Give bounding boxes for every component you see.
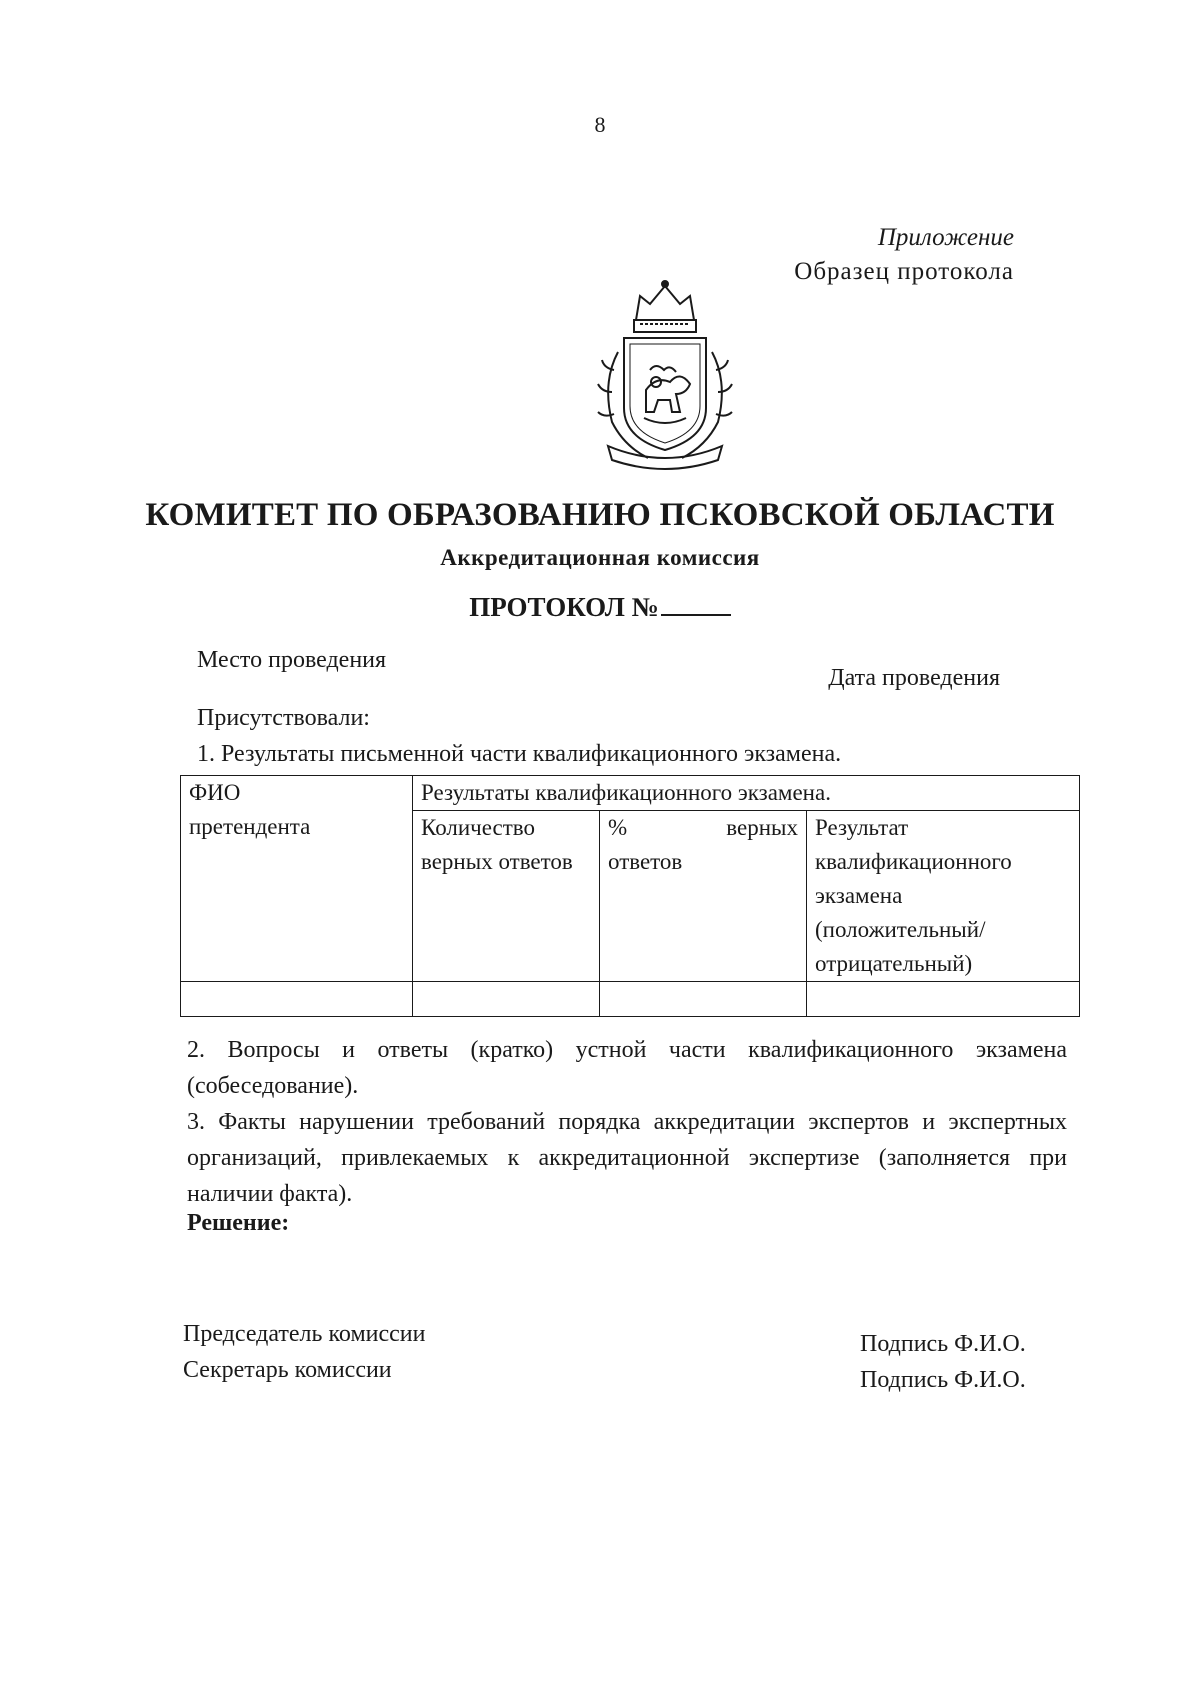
header-exam-result: Результат квалификационного экзамена (положительный/отрицательный) <box>807 811 1080 982</box>
decision-label: Решение: <box>187 1210 290 1236</box>
commission-subtitle: Аккредитационная комиссия <box>440 545 760 570</box>
present-label: Присутствовали: <box>197 705 370 731</box>
section-3-text: 3. Факты нарушении требований порядка аккредитации экспертов и экспертных организаций, привлекаемых к аккредитационной экспертизе (заполняется при наличии факта). <box>187 1109 1067 1207</box>
table-row <box>181 982 1080 1017</box>
secretary-signature: Подпись Ф.И.О. <box>860 1367 1026 1393</box>
place-field: Место проведения <box>197 647 387 673</box>
table-cell <box>181 982 413 1017</box>
percent-rest: ответов <box>608 849 683 874</box>
percent-sign: % <box>608 815 628 840</box>
appendix-subtitle: Образец протокола <box>794 258 1014 285</box>
header-fio-line2: претендента <box>189 814 311 839</box>
date-field: Дата проведения <box>828 665 1000 691</box>
table-cell <box>600 982 807 1017</box>
appendix-label: Приложение <box>877 224 1014 251</box>
secretary-label: Секретарь комиссии <box>183 1357 392 1383</box>
results-table <box>180 775 1080 1017</box>
chair-label: Председатель комиссии <box>183 1321 426 1347</box>
committee-title: КОМИТЕТ ПО ОБРАЗОВАНИЮ ПСКОВСКОЙ ОБЛАСТИ <box>145 497 1055 533</box>
table-cell <box>807 982 1080 1017</box>
page-number: 8 <box>594 112 606 137</box>
signature-lines <box>860 1326 1026 1398</box>
header-fio-line1: ФИО <box>189 780 241 805</box>
chair-signature: Подпись Ф.И.О. <box>860 1331 1026 1357</box>
protocol-number-blank <box>661 592 731 616</box>
table-cell <box>413 982 600 1017</box>
header-correct-percent <box>600 811 807 982</box>
protocol-heading <box>0 592 1200 623</box>
protocol-label: ПРОТОКОЛ № <box>469 592 659 622</box>
section-1-title: 1. Результаты письменной части квалификационного экзамена. <box>197 741 842 767</box>
header-fio <box>181 776 413 982</box>
section-2-text: 2. Вопросы и ответы (кратко) устной части квалификационного экзамена (собеседование). <box>187 1037 1067 1099</box>
percent-word: верных <box>726 815 798 840</box>
table-header-row <box>181 776 1080 811</box>
header-correct-count: Количество верных ответов <box>413 811 600 982</box>
signatories <box>183 1316 425 1388</box>
coat-of-arms-emblem <box>588 278 742 472</box>
header-results-group: Результаты квалификационного экзамена. <box>413 776 1080 811</box>
